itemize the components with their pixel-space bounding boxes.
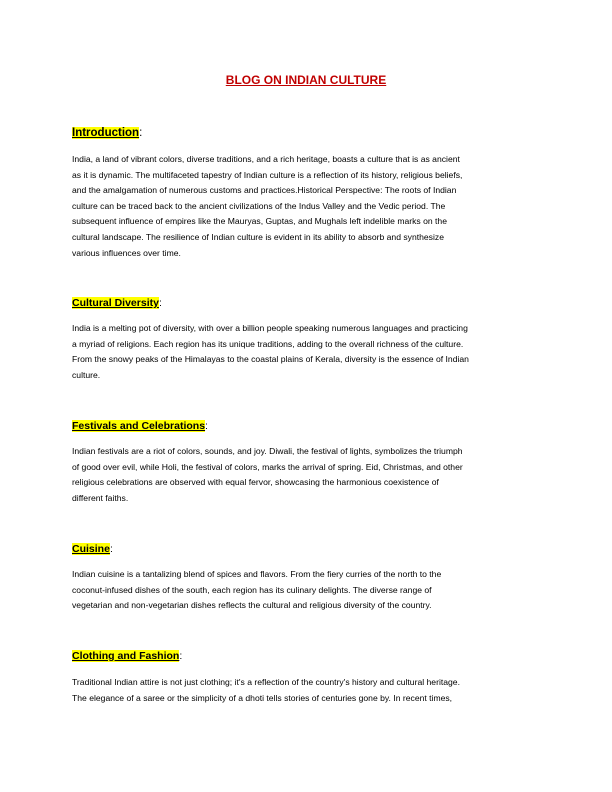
section-heading-text: Introduction — [72, 127, 140, 139]
paragraph-line: a myriad of religions. Each region has its unique traditions, adding to the overall richness of the culture. — [72, 338, 464, 349]
paragraph-line: subsequent influence of empires like the Mauryas, Guptas, and Mughals left indelible marks on the — [72, 216, 447, 227]
heading-colon: : — [109, 543, 113, 555]
section-heading-cultural-diversity — [72, 297, 162, 310]
paragraph-line: culture can be traced back to the ancient civilizations of the Indus Valley and the Vedic period. The — [72, 200, 446, 211]
section-paragraph-festivals — [72, 444, 463, 506]
section-heading-introduction — [72, 127, 142, 140]
section-heading-cuisine — [72, 543, 113, 556]
section-heading-text: Cuisine — [72, 543, 110, 555]
heading-colon: : — [139, 127, 143, 139]
paragraph-line: as it is dynamic. The multifaceted tapestry of Indian culture is a reflection of its history, religious beliefs, — [72, 169, 463, 180]
paragraph-line: and the amalgamation of numerous customs and practices.Historical Perspective: The roots of Indian — [72, 185, 457, 196]
heading-colon: : — [205, 420, 208, 432]
paragraph-line: The elegance of a saree or the simplicity of a dhoti tells stories of centuries gone by. In recent times, — [72, 692, 453, 703]
paragraph-line: From the snowy peaks of the Himalayas to the coastal plains of Kerala, diversity is the essence of Indian — [72, 354, 469, 365]
section-heading-festivals — [72, 420, 208, 433]
paragraph-line: cultural landscape. The resilience of Indian culture is evident in its ability to absorb and synthesize — [72, 231, 444, 242]
page-title: BLOG ON INDIAN CULTURE — [225, 73, 387, 87]
section-paragraph-cuisine — [72, 567, 441, 614]
section-paragraph-clothing — [72, 675, 460, 706]
paragraph-line: different faiths. — [72, 492, 129, 503]
paragraph-line: vegetarian and non-vegetarian dishes reflects the cultural and religious diversity of the country. — [72, 600, 432, 611]
paragraph-line: India is a melting pot of diversity, with over a billion people speaking numerous languages and practicing — [72, 323, 468, 333]
heading-colon: : — [179, 650, 183, 662]
paragraph-line: Traditional Indian attire is not just clothing; it's a reflection of the country's history and cultural heritage. — [72, 677, 460, 687]
section-heading-text: Clothing and Fashion — [72, 650, 180, 662]
section-paragraph-introduction — [72, 152, 462, 261]
paragraph-line: Indian cuisine is a tantalizing blend of spices and flavors. From the fiery curries of the north to the — [72, 569, 442, 579]
section-paragraph-cultural-diversity — [72, 321, 469, 383]
paragraph-line: coconut-infused dishes of the south, each region has its culinary delights. The diverse range of — [72, 584, 432, 595]
paragraph-line: various influences over time. — [72, 247, 181, 258]
section-heading-clothing — [72, 650, 182, 663]
section-heading-text: Festivals and Celebrations — [72, 420, 206, 432]
section-heading-text: Cultural Diversity — [72, 297, 159, 309]
heading-colon: : — [158, 297, 162, 309]
paragraph-line: India, a land of vibrant colors, diverse traditions, and a rich heritage, boasts a culture that is as ancient — [72, 154, 460, 164]
paragraph-line: Indian festivals are a riot of colors, sounds, and joy. Diwali, the festival of lights, symbolizes the triumph — [72, 446, 463, 456]
paragraph-line: culture. — [72, 369, 101, 380]
paragraph-line: of good over evil, while Holi, the festival of colors, marks the arrival of spring. Eid, Christmas, and other — [72, 461, 463, 472]
paragraph-line: religious celebrations are observed with equal fervor, showcasing the harmonious coexistence of — [72, 477, 439, 488]
